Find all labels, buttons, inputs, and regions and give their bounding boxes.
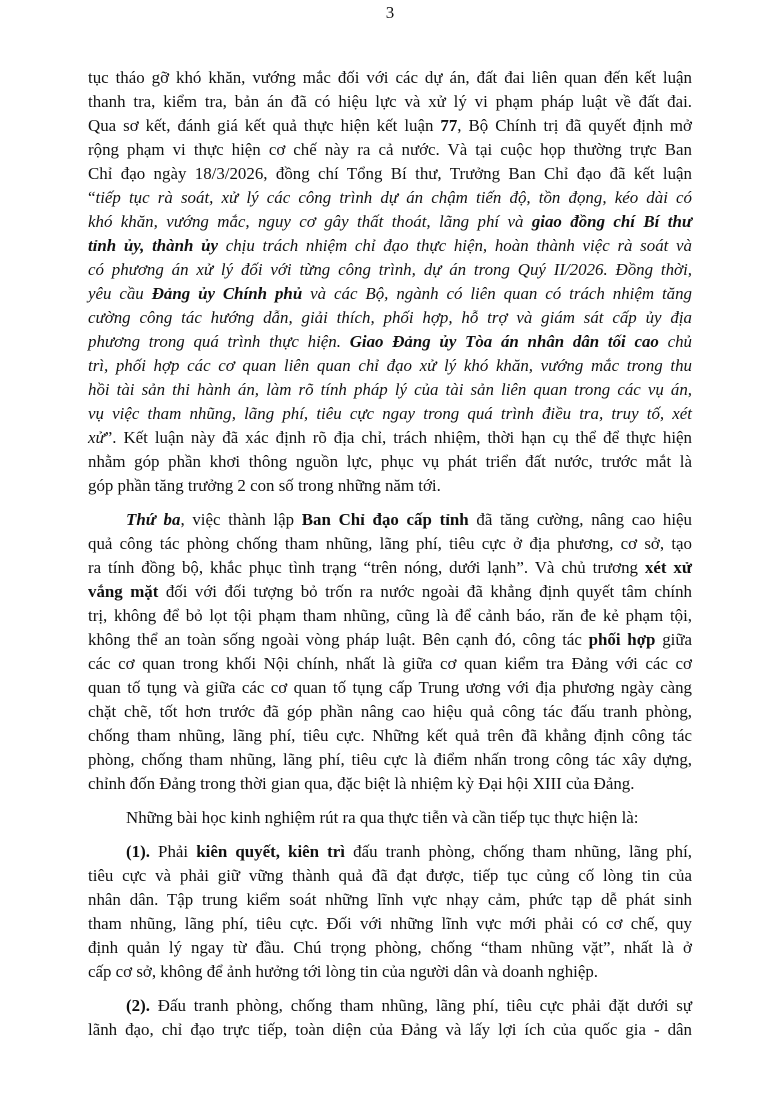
bold-italic-text-run: Thứ ba [126,510,181,529]
bold-italic-text-run: Đảng ủy Chính phủ [151,284,303,303]
text-line [88,210,692,234]
text-run: Phải [149,842,197,861]
text-run: , Bộ Chính trị đã quyết định mở [457,116,692,135]
text-line [88,66,692,90]
text-line [88,840,692,864]
text-line [88,652,692,676]
text-run: nhằm góp phần khơi thông nguồn lực, phục vụ phát triển đất nước, trước mắt là [88,452,692,471]
bold-italic-text-run: tỉnh ủy, thành ủy [88,236,219,255]
text-run: ra tính đồng bộ, khắc phục tình trạng “trên nóng, dưới lạnh”. Và chủ trương [88,558,645,577]
text-line [88,994,692,1018]
paragraph [88,840,692,984]
text-run: tham nhũng, lãng phí, tiêu cực. Đối với những lĩnh vực mới phải có cơ chế, quy [88,914,692,933]
text-run: các cơ quan trong khối Nội chính, nhất là giữa cơ quan kiểm tra Đảng với các cơ [88,654,692,673]
text-run: chống tham nhũng, lãng phí, tiêu cực. Những kết quả trên đã khẳng định công tác [88,726,692,745]
page-number: 3 [385,3,395,22]
italic-text-run: cường công tác hướng dẫn, giải thích, phối hợp, hỗ trợ và giám sát cấp ủy địa [88,308,692,327]
bold-italic-text-run: Giao Đảng ủy Tòa án nhân dân tối cao [349,332,659,351]
bold-text-run: (2). [126,996,150,1015]
text-run: rộng phạm vi thực hiện cơ chế này ra cả nước. Và tại cuộc họp thường trực Ban [88,140,692,159]
text-line [88,700,692,724]
text-run: không thể an toàn sống ngoài vòng pháp luật. Bên cạnh đó, công tác [88,630,589,649]
text-line [88,580,692,604]
italic-text-run: hồi tài sản thi hành án, làm rõ tính pháp lý của tài sản liên quan trong các vụ án, [88,380,692,399]
text-run: thanh tra, kiểm tra, bản án đã có hiệu lực và xử lý vi phạm pháp luật về đất đai. [88,92,692,111]
text-line [88,936,692,960]
text-line [88,556,692,580]
paragraph [88,508,692,796]
text-line [88,888,692,912]
bold-text-run: phối hợp [588,630,656,649]
bold-text-run: 77 [440,116,458,135]
text-line [88,234,692,258]
text-run: nhân dân. Tập trung kiểm soát những lĩnh vực nhạy cảm, phức tạp dễ phát sinh [88,890,692,909]
text-run: đối với đối tượng bỏ trốn ra nước ngoài đã khẳng định quyết tâm chính [158,582,692,601]
text-run: tiêu cực và phải giữ vững thành quả đã đạt được, tiếp tục củng cố lòng tin của [88,866,692,885]
text-run: góp phần tăng trưởng 2 con số trong những năm tới. [88,476,441,495]
italic-text-run: chủ [658,332,692,351]
italic-text-run: khó khăn, vướng mắc, nguy cơ gây thất thoát, lãng phí và [88,212,532,231]
text-line [88,186,692,210]
paragraph [88,66,692,498]
text-line [88,138,692,162]
bold-text-run: Ban Chỉ đạo cấp tỉnh [301,510,469,529]
text-run: tục tháo gỡ khó khăn, vướng mắc đối với các dự án, đất đai liên quan đến kết luận [88,68,692,87]
text-line [88,806,692,830]
italic-text-run: có phương án xử lý đối với từng công trình, dự án trong Quý II/2026. Đồng thời, [88,260,692,279]
italic-text-run: vụ việc tham nhũng, lãng phí, tiêu cực ngay trong quá trình điều tra, truy tố, xét [88,404,692,423]
text-line [88,378,692,402]
bold-text-run: kiên quyết, kiên trì [196,842,345,861]
text-run: “ [88,188,96,207]
italic-text-run: và các Bộ, ngành có liên quan có trách nhiệm tăng [302,284,692,303]
text-line [88,628,692,652]
text-run: Đấu tranh phòng, chống tham nhũng, lãng phí, tiêu cực phải đặt dưới sự [149,996,692,1015]
text-run: đấu tranh phòng, chống tham nhũng, lãng phí, [345,842,693,861]
text-run: quả công tác phòng chống tham nhũng, lãng phí, tiêu cực ở địa phương, cơ sở, tạo [88,534,692,553]
text-line [88,676,692,700]
text-run: Chỉ đạo ngày 18/3/2026, đồng chí Tổng Bí thư, Trưởng Ban Chỉ đạo đã kết luận [88,164,692,183]
text-run: đã tăng cường, nâng cao hiệu [468,510,692,529]
text-line [88,306,692,330]
text-run: phòng, chống tham nhũng, lãng phí, tiêu cực là điểm nhấn trong công tác xây dựng, [88,750,692,769]
text-line [88,258,692,282]
text-line [88,532,692,556]
paragraph [88,994,692,1042]
italic-text-run: chịu trách nhiệm chỉ đạo thực hiện, hoàn thành việc rà soát và [218,236,692,255]
text-line [88,354,692,378]
text-run: chặt chẽ, tốt hơn trước đã góp phần nâng cao hiệu quả công tác đấu tranh phòng, [88,702,692,721]
text-line [88,330,692,354]
text-run: Những bài học kinh nghiệm rút ra qua thực tiễn và cần tiếp tục thực hiện là: [126,808,639,827]
text-line [88,604,692,628]
text-run: Qua sơ kết, đánh giá kết quả thực hiện kết luận [88,116,441,135]
text-run: cấp cơ sở, không để ảnh hưởng tới lòng tin của người dân và doanh nghiệp. [88,962,599,981]
text-line [88,474,692,498]
italic-text-run: trì, phối hợp các cơ quan liên quan chỉ đạo xử lý khó khăn, vướng mắc trong thu [88,356,692,375]
italic-text-run: tiếp tục rà soát, xử lý các công trình dự án chậm tiến độ, tồn đọng, kéo dài có [95,188,692,207]
text-run: chỉnh đốn Đảng trong thời gian qua, đặc biệt là nhiệm kỳ Đại hội XIII của Đảng. [88,774,635,793]
text-line [88,864,692,888]
text-line [88,772,692,796]
document-body [88,66,692,1052]
italic-text-run: yêu cầu [88,284,152,303]
text-line [88,282,692,306]
text-run: định quản lý ngay từ đầu. Chú trọng phòng, chống “tham nhũng vặt”, nhất là ở [88,938,692,957]
bold-text-run: vắng mặt [88,582,159,601]
text-run: trị, không để bỏ lọt tội phạm tham nhũng, cũng là để cảnh báo, răn đe kẻ phạm tội, [88,606,692,625]
text-line [88,114,692,138]
paragraph [88,806,692,830]
bold-text-run: (1). [126,842,150,861]
text-line [88,402,692,426]
text-line [88,162,692,186]
text-line [88,426,692,450]
text-line [88,748,692,772]
bold-italic-text-run: giao đồng chí Bí thư [531,212,692,231]
italic-text-run: xử [88,428,105,447]
text-run: , việc thành lập [180,510,302,529]
text-run: ”. Kết luận này đã xác định rõ địa chỉ, trách nhiệm, thời hạn cụ thể để thực hiện [104,428,692,447]
text-line [88,1018,692,1042]
text-line [88,450,692,474]
text-line [88,912,692,936]
text-run: lãnh đạo, chỉ đạo trực tiếp, toàn diện của Đảng và lấy lợi ích của quốc gia - dân [88,1020,692,1039]
text-run: quan tố tụng và giữa các cơ quan tố tụng cấp Trung ương với địa phương ngày càng [88,678,692,697]
bold-text-run: xét xử [644,558,693,577]
text-line [88,724,692,748]
text-line [88,90,692,114]
text-run: giữa [655,630,692,649]
italic-text-run: phương trong quá trình thực hiện. [88,332,350,351]
text-line [88,508,692,532]
text-line [88,960,692,984]
